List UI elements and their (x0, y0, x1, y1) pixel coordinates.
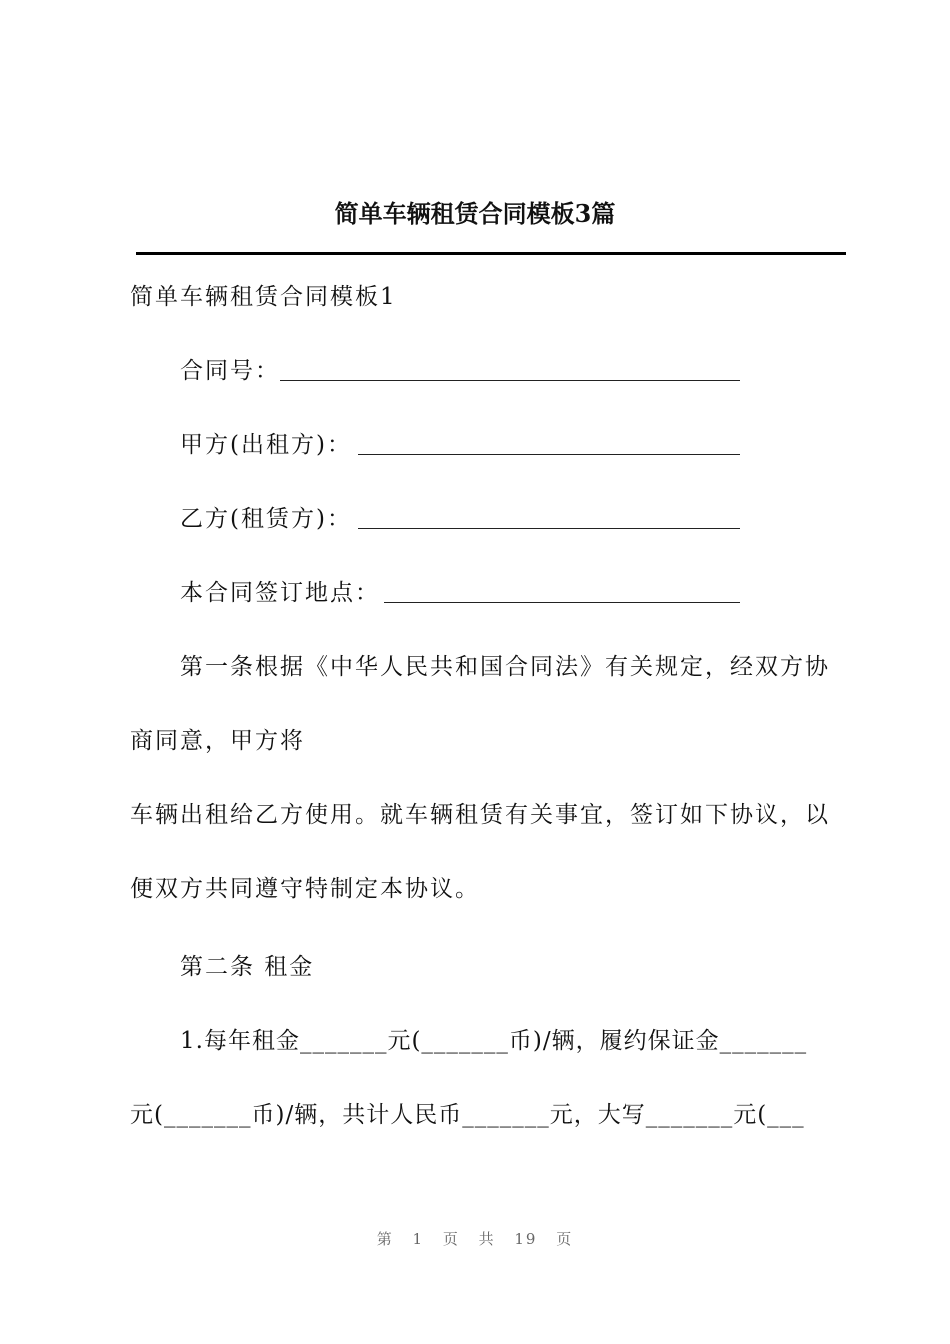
article-1-line-1: 第一条根据《中华人民共和国合同法》有关规定，经双方协 (180, 654, 830, 680)
article-2-heading: 第二条 租金 (180, 954, 315, 980)
article-1-line-2: 商同意，甲方将 (130, 728, 305, 754)
party-b-blank (358, 528, 740, 529)
rent-clause-line-1: 1.每年租金_______元(_______币)/辆，履约保证金_______ (180, 1028, 808, 1054)
signing-place-label: 本合同签订地点： (180, 580, 380, 606)
title-divider (136, 252, 846, 255)
page-number-footer: 第 1 页 共 19 页 (376, 1230, 574, 1248)
page-title: 简单车辆租赁合同模板3篇 (334, 199, 616, 228)
contract-number-label: 合同号： (180, 358, 280, 384)
party-a-blank (358, 454, 740, 455)
party-b-label: 乙方(租赁方)： (180, 506, 352, 532)
signing-place-blank (384, 602, 740, 603)
article-1-line-4: 便双方共同遵守特制定本协议。 (130, 876, 480, 902)
article-1-line-3: 车辆出租给乙方使用。就车辆租赁有关事宜，签订如下协议，以 (130, 802, 830, 828)
party-a-label: 甲方(出租方)： (180, 432, 352, 458)
contract-number-blank (280, 380, 740, 381)
section-heading: 简单车辆租赁合同模板1 (130, 284, 397, 310)
rent-clause-line-2: 元(_______币)/辆，共计人民币_______元，大写_______元(___ (130, 1102, 805, 1128)
